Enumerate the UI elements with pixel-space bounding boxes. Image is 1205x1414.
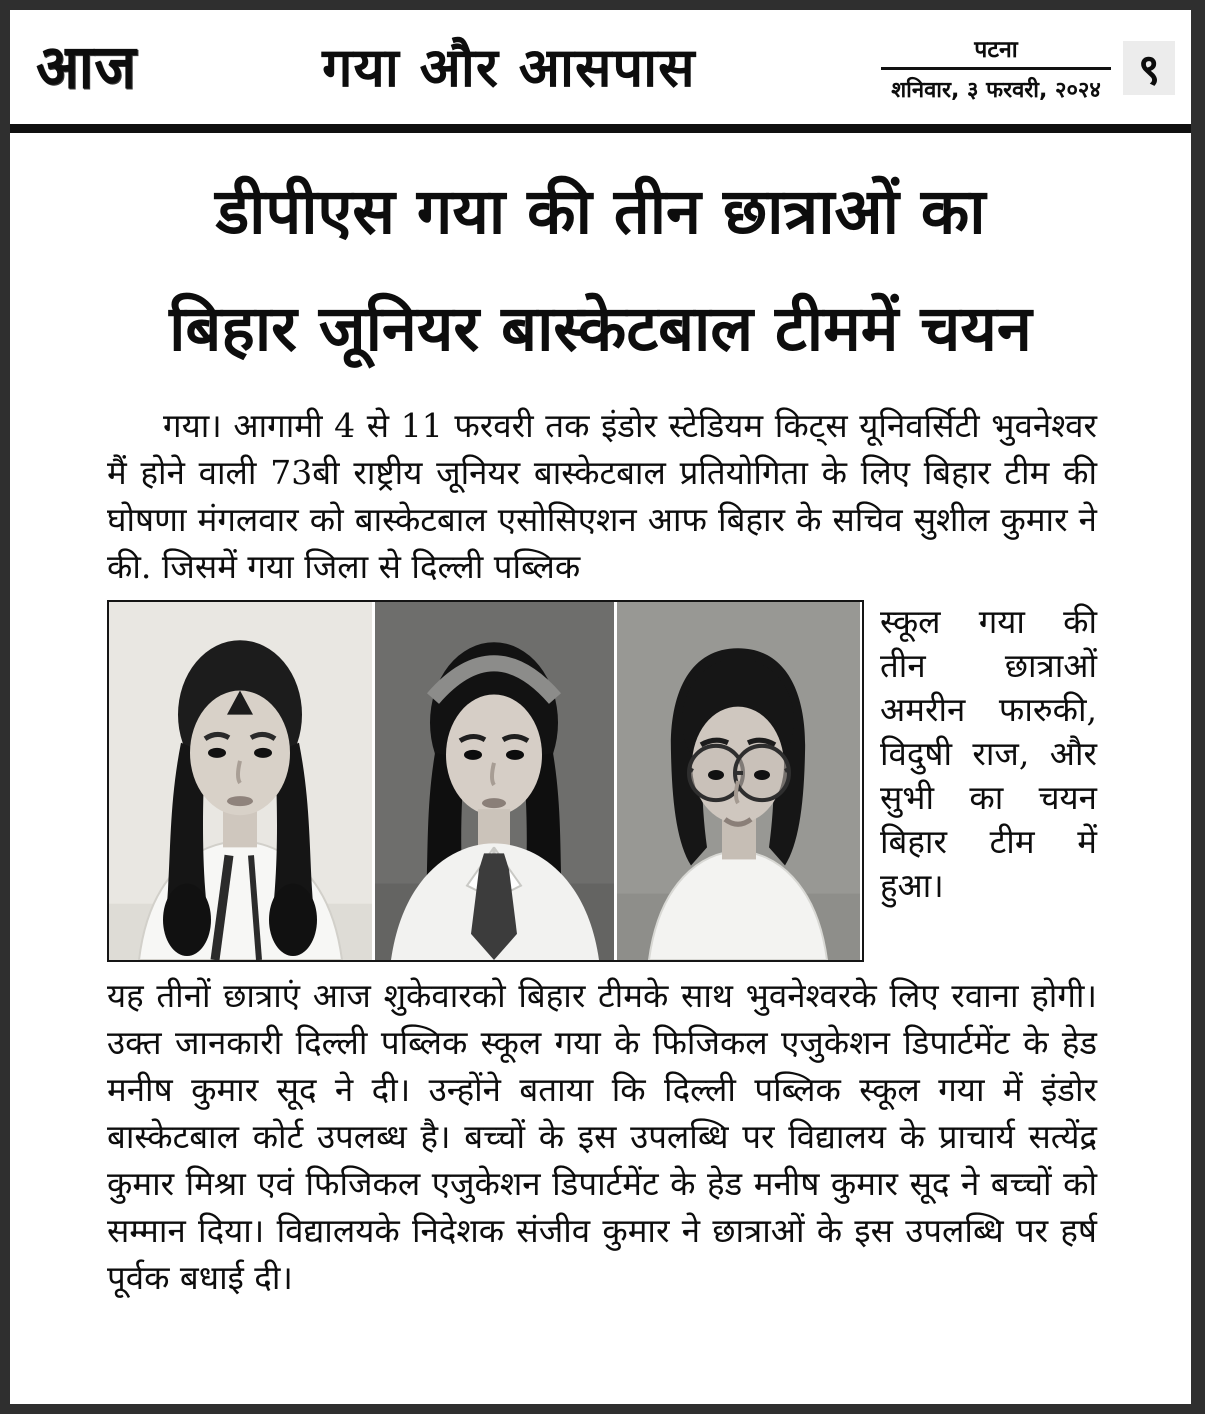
page-number-badge: ९ (1123, 41, 1175, 95)
student-portrait-middle-image (375, 602, 614, 960)
section-title: गया और आसपास (322, 36, 696, 99)
headline-line-1: डीपीएस गया की तीन छात्राओं का (215, 174, 986, 248)
date-line: शनिवार, ३ फरवरी, २०२४ (891, 78, 1101, 103)
article-paragraph-2: यह तीनों छात्राएं आज शुकेवारको बिहार टीमके साथ भुवनेश्वरके लिए रवाना होगी। उक्त जानकारी दिल्ली पब्लिक स्कूल गया के फिजिकल एजुकेशन डिपार्टमेंट के हेड मनीष कुमार सूद ने दी। उन्होंने बताया कि दिल्ली पब्लिक स्कूल गया में इंडोर बास्केटबाल कोर्ट उपलब्ध है। बच्चों के इस उपलब्धि पर विद्यालय के प्राचार्य सत्येंद्र कुमार मिश्रा एवं फिजिकल एजुकेशन डिपार्टमेंट के हेड मनीष कुमार सूद ने बच्चों को सम्मान दिया। विद्यालयके निदेशक संजीव कुमार ने छात्राओं के इस उपलब्धि पर हर्ष पूर्वक बधाई दी। (107, 976, 1097, 1298)
edition-city: पटना (881, 32, 1111, 70)
headline-line-2: बिहार जूनियर बास्केटबाल टीममें चयन (169, 290, 1032, 365)
photo-row (107, 600, 1097, 962)
student-portrait-left-image (109, 602, 372, 960)
student-photo-right (617, 602, 860, 960)
header-rule (10, 124, 1191, 133)
newspaper-logo: आज (36, 32, 137, 103)
student-portrait-right-image (617, 602, 860, 960)
photo-strip (107, 600, 864, 962)
article-paragraph-1: गया। आगामी 4 से 11 फरवरी तक इंडोर स्टेडियम किट्स यूनिवर्सिटी भुवनेश्वर मैं होने वाली 73बी राष्ट्रीय जूनियर बास्केटबाल प्रतियोगिता के लिए बिहार टीम की घोषणा मंगलवार को बास्केटबाल एसोसिएशन आफ बिहार के सचिव सुशील कुमार ने की. जिसमें गया जिला से दिल्ली पब्लिक (107, 406, 1097, 587)
article-side-column: स्कूल गया की तीन छात्राओं अमरीन फारुकी, विदुषी राज, और सुभी का चयन बिहार टीम में हुआ। (880, 602, 1097, 906)
article-body (10, 392, 1191, 1301)
student-photo-middle (375, 602, 614, 960)
masthead-row (10, 10, 1191, 112)
student-photo-left (109, 602, 372, 960)
article-headline (65, 153, 1136, 386)
edition-block (881, 32, 1111, 104)
